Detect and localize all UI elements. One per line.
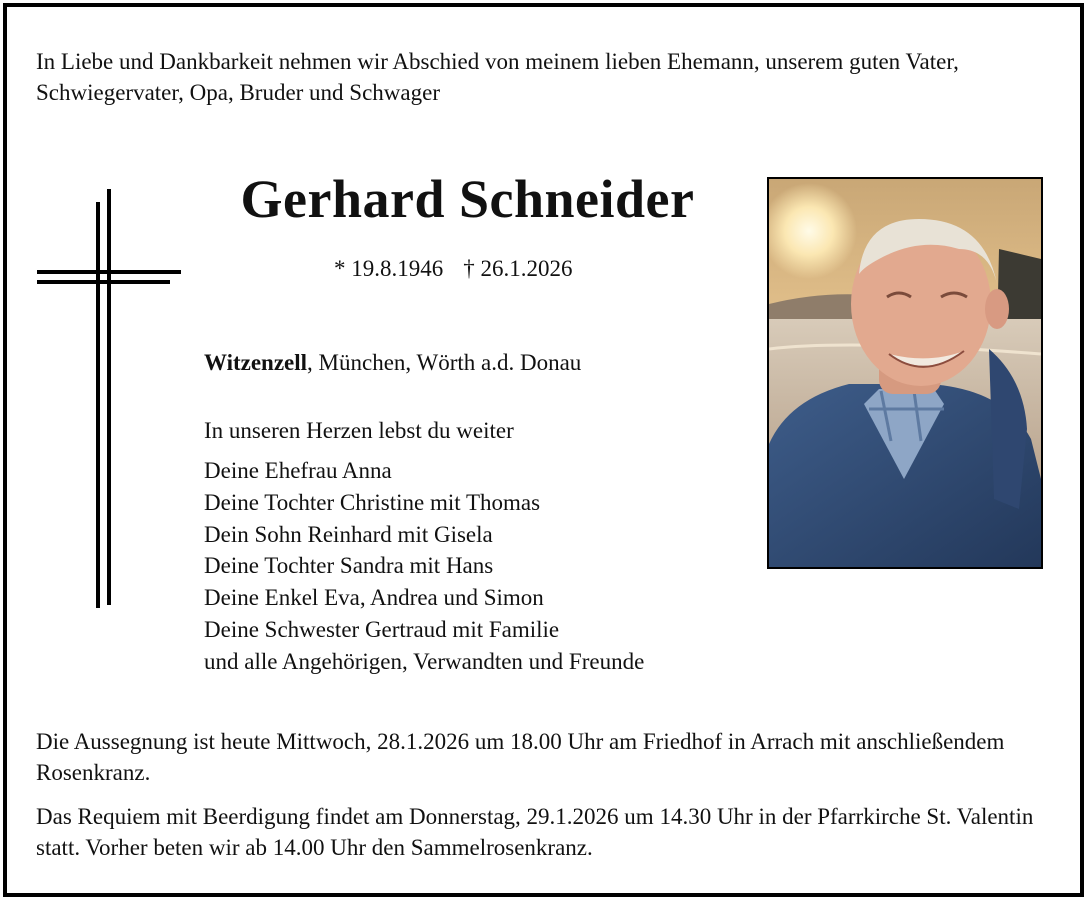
list-item: Deine Ehefrau Anna — [204, 458, 392, 483]
list-item: Deine Schwester Gertraud mit Familie — [204, 616, 560, 642]
notice-requiem: Das Requiem mit Beerdigung findet am Donnerstag, 29.1.2026 um 14.30 Uhr in der Pfarrkirche St. Valentin statt. Vorher beten wir ab 14.00 Uhr den Sammelrosenkranz. — [36, 804, 1034, 860]
place-rest: , München, Wörth a.d. Donau — [307, 350, 582, 375]
death-date: † 26.1.2026 — [463, 256, 573, 281]
list-item: Deine Enkel Eva, Andrea und Simon — [204, 585, 544, 611]
places — [204, 350, 581, 376]
list-item: und alle Angehörigen, Verwandten und Freunde — [204, 648, 645, 674]
mourners-list — [204, 455, 644, 678]
list-item: Deine Tochter Sandra mit Hans — [204, 553, 494, 579]
birth-date: * 19.8.1946 — [334, 256, 444, 281]
list-item: Deine Tochter Christine mit Thomas — [204, 489, 541, 515]
life-dates — [334, 256, 573, 282]
portrait-photo — [767, 177, 1043, 569]
place-primary: Witzenzell — [204, 350, 308, 375]
deceased-name: Gerhard Schneider — [240, 169, 695, 229]
motto: In unseren Herzen lebst du weiter — [204, 418, 514, 443]
intro-text: In Liebe und Dankbarkeit nehmen wir Abschied von meinem lieben Ehemann, unserem guten Vater, Schwiegervater, Opa, Bruder und Schwager — [36, 49, 959, 105]
notice-blessing: Die Aussegnung ist heute Mittwoch, 28.1.2026 um 18.00 Uhr am Friedhof in Arrach mit anschließendem Rosenkranz. — [36, 729, 1005, 785]
list-item: Dein Sohn Reinhard mit Gisela — [204, 521, 493, 547]
